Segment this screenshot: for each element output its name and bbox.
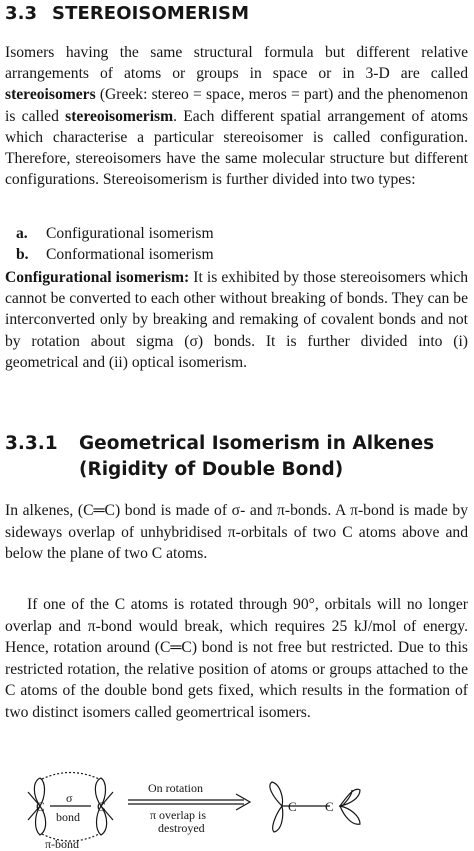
carbon-right-label: C bbox=[97, 799, 106, 814]
intro-text-1: Isomers having the same structural formula but different relative arrangements of atoms or groups in space or in 3-D are called bbox=[5, 44, 468, 83]
arrow-top-label: On rotation bbox=[148, 781, 203, 795]
sigma-label: σ bbox=[66, 791, 73, 805]
list-item bbox=[16, 223, 214, 244]
list-item-label: Configurational isomerism bbox=[46, 225, 214, 242]
list-item-label: Conformational isomerism bbox=[46, 246, 214, 263]
bond-label: bond bbox=[56, 810, 80, 824]
term-stereoisomerism: stereoisomerism bbox=[65, 107, 174, 125]
pi-bond-label: π-bond bbox=[45, 837, 80, 851]
rotated-carbon-2: C bbox=[325, 799, 334, 814]
subsection-title-line2: (Rigidity of Double Bond) bbox=[79, 459, 344, 480]
alkenes-paragraph-2 bbox=[5, 594, 468, 724]
intro-paragraph bbox=[5, 42, 468, 190]
arrow-bottom-label-2: destroyed bbox=[158, 821, 205, 835]
configurational-text: It is exhibited by those stereoisomers which cannot be converted to each other without breaking of bonds. They can be interconverted only by breaking and remaking of covalent bonds and not by rotation about sigma (σ) bonds. It is further divided into (i) geometrical and (ii) optical isomerism. bbox=[5, 269, 468, 371]
rotated-carbon-1: C bbox=[288, 799, 297, 814]
configurational-paragraph bbox=[5, 267, 468, 373]
carbon-left-label: C bbox=[36, 799, 45, 814]
list-marker: a. bbox=[16, 225, 28, 242]
subsection-title-line1: Geometrical Isomerism in Alkenes bbox=[79, 433, 435, 454]
intro-text-2: (Greek: stereo = space, meros = part) and the phenomenon is called bbox=[5, 86, 468, 125]
alkenes-paragraph-1 bbox=[5, 500, 468, 565]
alkenes-text-1: In alkenes, (C═C) bond is made of σ- and π-bonds. A π-bond is made by sideways overlap of unhybridised π-orbitals of two C atoms above and below the plane of two C atoms. bbox=[5, 502, 468, 563]
term-stereoisomers: stereoisomers bbox=[5, 86, 96, 104]
subsection-number: 3.3.1 bbox=[5, 433, 58, 454]
rotation-diagram bbox=[0, 770, 474, 851]
rotated-structure bbox=[270, 782, 360, 832]
list-item bbox=[16, 244, 214, 265]
arrow-bottom-label-1: π overlap is bbox=[150, 808, 207, 822]
term-configurational-isomerism: Configurational isomerism: bbox=[5, 269, 190, 286]
list-marker: b. bbox=[16, 246, 29, 263]
alkenes-text-2: If one of the C atoms is rotated through 90°, orbitals will no longer overlap and π-bond would break, which requires 25 kJ/mol of energy. Hence, rotation around (C═C) bond is not free but restricted. Due to this restricted rotation, the relative position of atoms or groups attached to the C atoms of the double bond gets fixed, which results in the formation of two distinct isomers called geomertrical isomers. bbox=[5, 596, 468, 721]
section-heading bbox=[5, 3, 249, 24]
section-title: STEREOISOMERISM bbox=[52, 3, 250, 24]
section-number: 3.3 bbox=[5, 3, 38, 24]
intro-text-3: . Each different spatial arrangement of atoms which characterise a particular stereoisomer is called configuration. Therefore, stereoisomers have the same molecular structure but different configurations. Stereoisomerism is further divided into two types: bbox=[5, 107, 468, 189]
